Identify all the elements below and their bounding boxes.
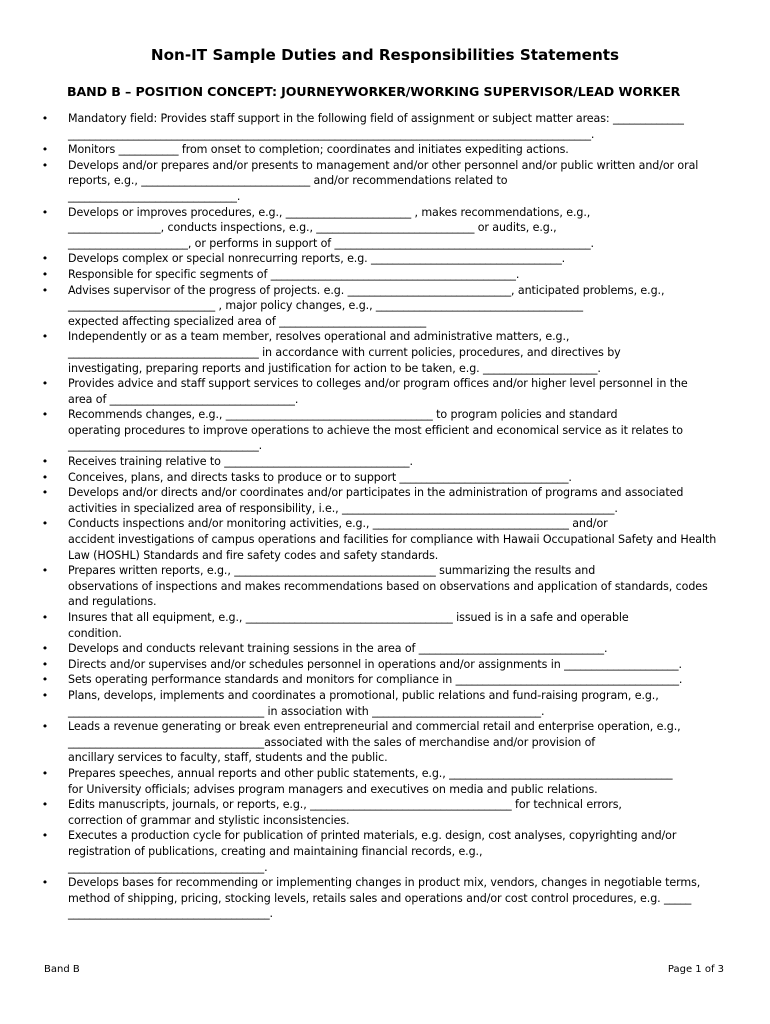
band-heading: BAND B – POSITION CONCEPT: JOURNEYWORKER/WORKING SUPERVISOR/LEAD WORKER (67, 84, 681, 99)
duty-item (40, 688, 724, 719)
bullet-icon: • (41, 611, 49, 624)
bullet-icon: • (41, 470, 49, 484)
duty-text: Directs and/or supervises and/or schedules personnel in operations and/or assignments in _____________________. (68, 657, 682, 671)
duty-text: Develops and/or directs and/or coordinates and/or participates in the administration of programs and associated activities in specialized area of responsibility, i.e., __________________________________________________. (68, 486, 684, 515)
bullet-icon: • (41, 112, 49, 125)
bullet-icon: • (41, 564, 49, 578)
duty-item (40, 719, 724, 766)
duty-item (40, 251, 724, 267)
bullet-icon: • (41, 657, 49, 671)
footer-page-number: Page 1 of 3 (667, 964, 724, 975)
bullet-icon: • (41, 688, 49, 702)
duties-list (40, 111, 724, 922)
duty-item (40, 470, 724, 486)
duty-text: Sets operating performance standards and monitors for compliance in _________________________________________. (68, 673, 683, 687)
bullet-icon: • (41, 766, 49, 780)
duty-text: Prepares written reports, e.g., _____________________________________ summarizing the results and observations of inspections and makes recommendations based on observations and application of standards, codes and regulations. (68, 564, 708, 609)
duty-text: Provides advice and staff support services to colleges and/or program offices and/or higher level personnel in the area of __________________________________. (68, 377, 688, 406)
duty-text: Independently or as a team member, resolves operational and administrative matters, e.g., ___________________________________ in accordance with current policies, procedures, and directives by investigating, preparing reports and justification for action to be taken, e.g. _____________________. (68, 330, 621, 375)
bullet-icon: • (41, 158, 49, 172)
duty-text: Executes a production cycle for publication of printed materials, e.g. design, cost analyses, copyrighting and/or registration of publications, creating and maintaining financial records, e.g., ____________________________________. (68, 829, 677, 874)
duty-text: Responsible for specific segments of _____________________________________________. (68, 267, 520, 281)
duty-text: Develops complex or special nonrecurring reports, e.g. ___________________________________. (68, 252, 566, 266)
duty-item (40, 672, 724, 688)
bullet-icon: • (41, 408, 49, 422)
duty-item (40, 563, 724, 610)
duty-item (40, 158, 724, 205)
duty-text: Prepares speeches, annual reports and other public statements, e.g., _________________________________________ for University officials; advises program managers and executives on media and public relations. (68, 766, 673, 796)
duty-item (40, 111, 724, 142)
duty-item (40, 283, 724, 330)
bullet-icon: • (41, 267, 49, 281)
duty-item (40, 657, 724, 673)
duty-text: Leads a revenue generating or break even entrepreneurial and commercial retail and enterprise operation, e.g., ____________________________________associated with the sales of merchandise and/or provision of ancillary services to faculty, staff, students and the public. (68, 720, 681, 765)
duty-text: Insures that all equipment, e.g., ______________________________________ issued is in a safe and operable condition. (68, 611, 629, 640)
duty-text: Edits manuscripts, journals, or reports, e.g., _____________________________________ for technical errors, correction of grammar and stylistic inconsistencies. (68, 798, 622, 827)
bullet-icon: • (41, 330, 49, 344)
bullet-icon: • (41, 455, 49, 469)
duty-item (40, 454, 724, 470)
bullet-icon: • (41, 798, 49, 812)
duty-item (40, 407, 724, 454)
duty-item (40, 329, 724, 376)
bullet-icon: • (41, 642, 49, 656)
duty-text: Develops and conducts relevant training sessions in the area of __________________________________. (68, 642, 608, 656)
duty-text: Receives training relative to __________________________________. (68, 455, 413, 469)
duty-item (40, 142, 724, 158)
bullet-icon: • (41, 720, 49, 734)
duty-text: Develops or improves procedures, e.g., _______________________ , makes recommendations, e.g., _________________, conducts inspections, e.g., _____________________________ or audits, e.g., ______________________, or performs in support of _______________________________________________. (68, 205, 594, 250)
duty-item (40, 516, 724, 563)
duty-item (40, 267, 724, 283)
bullet-icon: • (41, 205, 49, 219)
bullet-icon: • (41, 143, 49, 157)
bullet-icon: • (41, 486, 49, 500)
bullet-icon: • (41, 283, 49, 297)
bullet-icon: • (41, 829, 49, 843)
bullet-icon: • (41, 517, 49, 531)
duty-item (40, 766, 724, 797)
duty-item (40, 797, 724, 828)
duty-item (40, 205, 724, 252)
footer-band-label: Band B (44, 964, 80, 975)
duty-item (40, 828, 724, 875)
duty-text: Conducts inspections and/or monitoring activities, e.g., ____________________________________ and/or accident investigations of campus operations and facilities for compliance with Hawaii Occupational Safety and Health Law (HOSHL) Standards and fire safety codes and safety standards. (68, 517, 717, 562)
bullet-icon: • (41, 377, 49, 391)
duty-text: Develops and/or prepares and/or presents to management and/or other personnel and/or public written and/or oral reports, e.g., _______________________________ and/or recommendations related to _______________________________. (68, 158, 699, 203)
bullet-icon: • (41, 673, 49, 687)
duty-text: Conceives, plans, and directs tasks to produce or to support _______________________________. (68, 470, 572, 484)
page-title: Non-IT Sample Duties and Responsibilities Statements (150, 46, 620, 64)
duty-item (40, 875, 724, 922)
duty-text: Plans, develops, implements and coordinates a promotional, public relations and fund-raising program, e.g., ____________________________________ in association with _______________________________. (68, 688, 659, 718)
duty-text: Monitors ___________ from onset to completion; coordinates and initiates expediting actions. (68, 143, 569, 157)
duty-text: Advises supervisor of the progress of projects. e.g. ______________________________, anticipated problems, e.g., ___________________________ , major policy changes, e.g., ______________________________________ expected affecting specialized area of ___________________________ (68, 283, 665, 328)
duty-item (40, 376, 724, 407)
duty-item (40, 485, 724, 516)
page-footer (40, 964, 724, 975)
duty-item (40, 641, 724, 657)
duty-text: Mandatory field: Provides staff support in the following field of assignment or subject matter areas: _____________ ________________________________________________________________________________________________. (68, 112, 684, 141)
duty-item (40, 610, 724, 641)
duty-text: Develops bases for recommending or implementing changes in product mix, vendors, changes in negotiable terms, method of shipping, pricing, stocking levels, retails sales and operations and/or cost control procedures, e.g. _____ _____________________________________. (68, 876, 701, 921)
bullet-icon: • (41, 876, 49, 890)
duty-text: Recommends changes, e.g., ______________________________________ to program policies and standard operating procedures to improve operations to achieve the most efficient and economical service as it relates to ___________________________________. (68, 408, 683, 453)
bullet-icon: • (41, 252, 49, 266)
